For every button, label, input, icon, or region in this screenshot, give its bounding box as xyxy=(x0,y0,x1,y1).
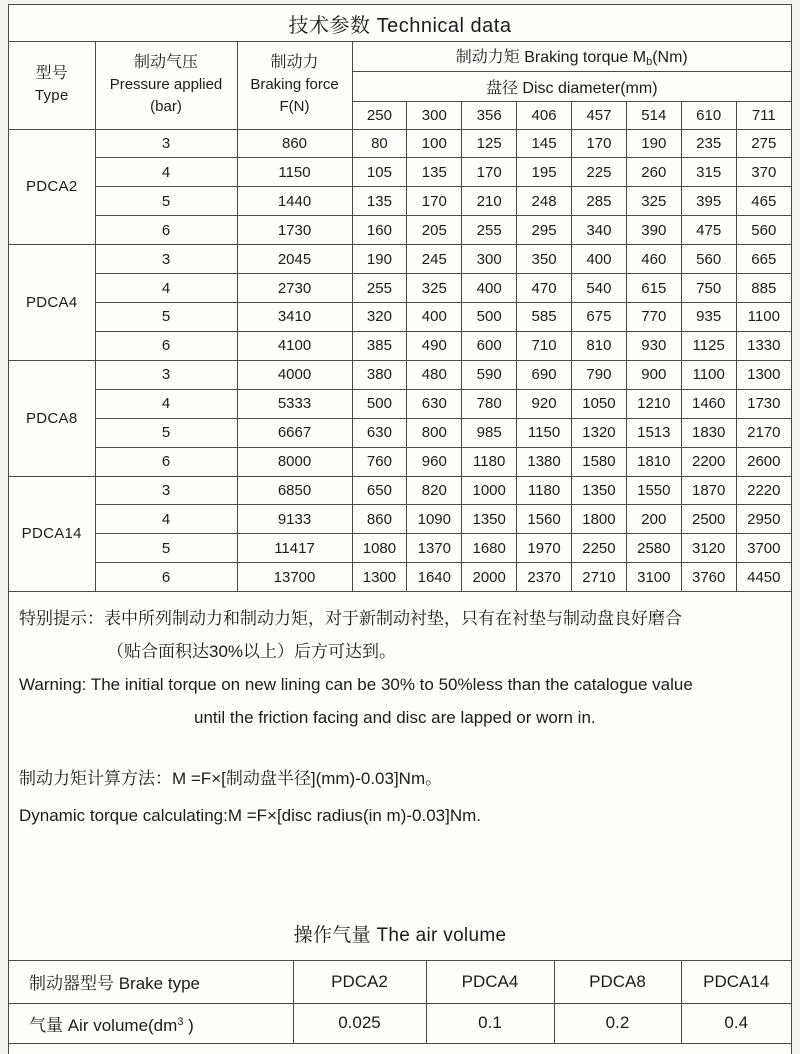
torque-cell: 195 xyxy=(517,158,572,187)
torque-cell: 665 xyxy=(736,245,791,274)
force-cell: 6667 xyxy=(237,418,352,447)
torque-cell: 1300 xyxy=(736,360,791,389)
type-header-en: Type xyxy=(34,87,69,105)
force-header-en: Braking force xyxy=(250,76,339,94)
torque-cell: 1350 xyxy=(572,476,627,505)
pressure-cell: 4 xyxy=(95,158,237,187)
torque-cell: 690 xyxy=(517,360,572,389)
braking-torque-header xyxy=(352,42,791,71)
warning-en-line1: Warning: The initial torque on new lining can be 30% to 50%less than the catalogue value xyxy=(19,675,693,694)
force-cell: 5333 xyxy=(237,389,352,418)
torque-cell: 370 xyxy=(736,158,791,187)
disc-diameter-header: 盘径 Disc diameter(mm) xyxy=(352,71,791,101)
brake-type-label: 制动器型号 Brake type xyxy=(9,961,293,1003)
torque-header-unit: (Nm) xyxy=(652,49,688,67)
table-row xyxy=(9,447,791,476)
torque-cell: 2710 xyxy=(572,563,627,591)
air-brake-type: PDCA14 xyxy=(681,961,791,1003)
formula-cn: 制动力矩计算方法：M =F×[制动盘半径](mm)-0.03]Nm。 xyxy=(19,769,443,788)
type-header-cn: 型号 xyxy=(35,65,69,83)
pressure-cell: 6 xyxy=(95,563,237,591)
force-cell: 2730 xyxy=(237,274,352,303)
force-cell: 860 xyxy=(237,129,352,158)
torque-cell: 400 xyxy=(407,303,462,332)
torque-cell: 790 xyxy=(572,360,627,389)
diameter-header: 711 xyxy=(736,101,791,129)
warning-notes xyxy=(9,591,791,834)
air-volume-label-suffix: ) xyxy=(183,1015,194,1035)
torque-cell: 750 xyxy=(681,274,736,303)
air-volume-label xyxy=(9,1003,293,1043)
torque-cell: 2600 xyxy=(736,447,791,476)
torque-cell: 1970 xyxy=(517,534,572,563)
torque-cell: 260 xyxy=(626,158,681,187)
header-row-torque xyxy=(9,42,791,71)
torque-cell: 770 xyxy=(626,303,681,332)
pressure-header-cn: 制动气压 xyxy=(133,54,198,72)
torque-cell: 710 xyxy=(517,331,572,360)
torque-cell: 1090 xyxy=(407,505,462,534)
torque-cell: 1550 xyxy=(626,476,681,505)
pressure-cell: 4 xyxy=(95,274,237,303)
force-column-header xyxy=(237,42,352,129)
brake-type-cell: PDCA2 xyxy=(9,129,95,245)
table-row xyxy=(9,389,791,418)
table-row xyxy=(9,331,791,360)
torque-cell: 200 xyxy=(626,505,681,534)
torque-cell: 300 xyxy=(462,245,517,274)
torque-cell: 560 xyxy=(681,245,736,274)
air-header-row xyxy=(9,961,791,1003)
brake-type-cell: PDCA4 xyxy=(9,245,95,361)
torque-cell: 1210 xyxy=(626,389,681,418)
force-cell: 9133 xyxy=(237,505,352,534)
torque-cell: 190 xyxy=(626,129,681,158)
air-volume-value: 0.025 xyxy=(293,1003,426,1043)
diameter-header: 300 xyxy=(407,101,462,129)
torque-cell: 1080 xyxy=(352,534,407,563)
torque-cell: 295 xyxy=(517,216,572,245)
torque-cell: 985 xyxy=(462,418,517,447)
torque-cell: 380 xyxy=(352,360,407,389)
table-row xyxy=(9,534,791,563)
pressure-cell: 3 xyxy=(95,129,237,158)
table-row xyxy=(9,505,791,534)
type-column-header xyxy=(9,42,95,129)
torque-cell: 100 xyxy=(407,129,462,158)
pressure-cell: 5 xyxy=(95,187,237,216)
torque-cell: 820 xyxy=(407,476,462,505)
torque-cell: 540 xyxy=(572,274,627,303)
torque-cell: 170 xyxy=(462,158,517,187)
pressure-cell: 3 xyxy=(95,245,237,274)
torque-cell: 560 xyxy=(736,216,791,245)
torque-cell: 2220 xyxy=(736,476,791,505)
torque-cell: 385 xyxy=(352,331,407,360)
torque-cell: 1870 xyxy=(681,476,736,505)
torque-cell: 2950 xyxy=(736,505,791,534)
torque-cell: 650 xyxy=(352,476,407,505)
torque-cell: 480 xyxy=(407,360,462,389)
torque-cell: 860 xyxy=(352,505,407,534)
air-volume-row xyxy=(9,1003,791,1043)
force-cell: 13700 xyxy=(237,563,352,591)
force-header-cn: 制动力 xyxy=(270,54,319,72)
torque-cell: 390 xyxy=(626,216,681,245)
pressure-cell: 4 xyxy=(95,505,237,534)
diameter-header: 457 xyxy=(572,101,627,129)
force-cell: 11417 xyxy=(237,534,352,563)
torque-cell: 160 xyxy=(352,216,407,245)
pressure-cell: 6 xyxy=(95,331,237,360)
torque-cell: 1150 xyxy=(517,418,572,447)
torque-cell: 3100 xyxy=(626,563,681,591)
torque-cell: 500 xyxy=(462,303,517,332)
torque-cell: 2370 xyxy=(517,563,572,591)
torque-cell: 2200 xyxy=(681,447,736,476)
pressure-cell: 4 xyxy=(95,389,237,418)
torque-cell: 1810 xyxy=(626,447,681,476)
torque-cell: 205 xyxy=(407,216,462,245)
air-brake-type: PDCA4 xyxy=(426,961,554,1003)
torque-cell: 1800 xyxy=(572,505,627,534)
table-row xyxy=(9,187,791,216)
diameter-header: 406 xyxy=(517,101,572,129)
torque-cell: 1000 xyxy=(462,476,517,505)
torque-cell: 1580 xyxy=(572,447,627,476)
torque-cell: 325 xyxy=(626,187,681,216)
torque-cell: 675 xyxy=(572,303,627,332)
torque-cell: 225 xyxy=(572,158,627,187)
air-brake-type: PDCA8 xyxy=(554,961,681,1003)
air-volume-table-wrap xyxy=(9,960,791,1044)
air-volume-title: 操作气量 The air volume xyxy=(293,925,507,946)
torque-cell: 760 xyxy=(352,447,407,476)
pressure-header-unit: (bar) xyxy=(150,98,182,116)
torque-cell: 235 xyxy=(681,129,736,158)
torque-cell: 1125 xyxy=(681,331,736,360)
torque-cell: 920 xyxy=(517,389,572,418)
torque-cell: 1330 xyxy=(736,331,791,360)
torque-cell: 630 xyxy=(407,389,462,418)
torque-cell: 245 xyxy=(407,245,462,274)
diameter-header: 250 xyxy=(352,101,407,129)
torque-cell: 2250 xyxy=(572,534,627,563)
torque-cell: 4450 xyxy=(736,563,791,591)
torque-header-text: 制动力矩 Braking torque M xyxy=(455,49,647,67)
torque-cell: 1100 xyxy=(736,303,791,332)
torque-cell: 315 xyxy=(681,158,736,187)
warning-cn-line1: 特别提示：表中所列制动力和制动力矩，对于新制动衬垫，只有在衬垫与制动盘良好磨合 xyxy=(19,609,682,628)
torque-cell: 255 xyxy=(352,274,407,303)
table-row xyxy=(9,216,791,245)
air-volume-label-superscript: 3 xyxy=(177,1015,184,1028)
force-cell: 8000 xyxy=(237,447,352,476)
torque-cell: 170 xyxy=(572,129,627,158)
torque-cell: 930 xyxy=(626,331,681,360)
torque-cell: 630 xyxy=(352,418,407,447)
torque-cell: 590 xyxy=(462,360,517,389)
pressure-column-header xyxy=(95,42,237,129)
torque-formula xyxy=(19,760,779,834)
torque-cell: 1730 xyxy=(736,389,791,418)
technical-data-title: 技术参数 Technical data xyxy=(9,5,791,42)
table-row xyxy=(9,476,791,505)
torque-cell: 210 xyxy=(462,187,517,216)
air-volume-value: 0.1 xyxy=(426,1003,554,1043)
torque-cell: 465 xyxy=(736,187,791,216)
force-cell: 4100 xyxy=(237,331,352,360)
force-cell: 1730 xyxy=(237,216,352,245)
table-row xyxy=(9,245,791,274)
torque-header-subscript: b xyxy=(646,56,653,69)
torque-cell: 248 xyxy=(517,187,572,216)
torque-cell: 585 xyxy=(517,303,572,332)
torque-cell: 255 xyxy=(462,216,517,245)
torque-cell: 190 xyxy=(352,245,407,274)
torque-cell: 80 xyxy=(352,129,407,158)
warning-en-line2: until the friction facing and disc are lapped or worn in. xyxy=(194,708,596,727)
torque-cell: 900 xyxy=(626,360,681,389)
table-row xyxy=(9,563,791,591)
formula-en: Dynamic torque calculating:M =F×[disc radius(in m)-0.03]Nm. xyxy=(19,806,481,825)
torque-cell: 275 xyxy=(736,129,791,158)
torque-cell: 1180 xyxy=(517,476,572,505)
torque-cell: 1370 xyxy=(407,534,462,563)
datasheet-page xyxy=(8,4,792,1054)
torque-cell: 170 xyxy=(407,187,462,216)
torque-cell: 470 xyxy=(517,274,572,303)
table-row xyxy=(9,129,791,158)
diameter-header: 610 xyxy=(681,101,736,129)
pressure-cell: 6 xyxy=(95,216,237,245)
force-cell: 1150 xyxy=(237,158,352,187)
torque-cell: 1050 xyxy=(572,389,627,418)
torque-cell: 2000 xyxy=(462,563,517,591)
torque-cell: 500 xyxy=(352,389,407,418)
force-cell: 6850 xyxy=(237,476,352,505)
brake-type-cell: PDCA8 xyxy=(9,360,95,476)
air-volume-label-text: 气量 Air volume(dm xyxy=(29,1015,178,1035)
torque-cell: 145 xyxy=(517,129,572,158)
torque-cell: 1180 xyxy=(462,447,517,476)
torque-cell: 1100 xyxy=(681,360,736,389)
force-cell: 3410 xyxy=(237,303,352,332)
torque-cell: 1320 xyxy=(572,418,627,447)
brake-type-cell: PDCA14 xyxy=(9,476,95,591)
torque-cell: 615 xyxy=(626,274,681,303)
pressure-header-en: Pressure applied xyxy=(109,76,223,94)
technical-data-table xyxy=(9,42,791,591)
pressure-cell: 5 xyxy=(95,534,237,563)
torque-cell: 2170 xyxy=(736,418,791,447)
torque-cell: 1830 xyxy=(681,418,736,447)
torque-cell: 135 xyxy=(407,158,462,187)
table-row xyxy=(9,303,791,332)
torque-cell: 1350 xyxy=(462,505,517,534)
torque-cell: 1560 xyxy=(517,505,572,534)
torque-cell: 780 xyxy=(462,389,517,418)
torque-cell: 125 xyxy=(462,129,517,158)
table-row xyxy=(9,360,791,389)
torque-cell: 810 xyxy=(572,331,627,360)
torque-cell: 1640 xyxy=(407,563,462,591)
torque-cell: 1680 xyxy=(462,534,517,563)
torque-cell: 2580 xyxy=(626,534,681,563)
air-volume-value: 0.2 xyxy=(554,1003,681,1043)
pressure-cell: 5 xyxy=(95,303,237,332)
warning-cn-line2: （贴合面积达30%以上）后方可达到。 xyxy=(107,642,397,661)
torque-cell: 885 xyxy=(736,274,791,303)
air-volume-value: 0.4 xyxy=(681,1003,791,1043)
air-brake-type: PDCA2 xyxy=(293,961,426,1003)
torque-cell: 3120 xyxy=(681,534,736,563)
torque-cell: 3760 xyxy=(681,563,736,591)
torque-cell: 600 xyxy=(462,331,517,360)
force-cell: 1440 xyxy=(237,187,352,216)
diameter-header: 356 xyxy=(462,101,517,129)
force-cell: 4000 xyxy=(237,360,352,389)
pressure-cell: 5 xyxy=(95,418,237,447)
torque-cell: 400 xyxy=(572,245,627,274)
torque-cell: 800 xyxy=(407,418,462,447)
torque-cell: 400 xyxy=(462,274,517,303)
torque-cell: 490 xyxy=(407,331,462,360)
pressure-cell: 3 xyxy=(95,360,237,389)
torque-cell: 135 xyxy=(352,187,407,216)
torque-cell: 475 xyxy=(681,216,736,245)
torque-cell: 3700 xyxy=(736,534,791,563)
torque-cell: 460 xyxy=(626,245,681,274)
torque-cell: 1300 xyxy=(352,563,407,591)
table-row xyxy=(9,274,791,303)
torque-cell: 340 xyxy=(572,216,627,245)
torque-cell: 105 xyxy=(352,158,407,187)
torque-cell: 285 xyxy=(572,187,627,216)
torque-cell: 395 xyxy=(681,187,736,216)
diameter-header: 514 xyxy=(626,101,681,129)
pressure-cell: 6 xyxy=(95,447,237,476)
air-volume-table xyxy=(9,961,791,1043)
torque-cell: 935 xyxy=(681,303,736,332)
torque-cell: 350 xyxy=(517,245,572,274)
pressure-cell: 3 xyxy=(95,476,237,505)
torque-cell: 325 xyxy=(407,274,462,303)
force-cell: 2045 xyxy=(237,245,352,274)
torque-cell: 320 xyxy=(352,303,407,332)
table-row xyxy=(9,418,791,447)
force-header-unit: F(N) xyxy=(279,98,310,116)
torque-cell: 960 xyxy=(407,447,462,476)
torque-cell: 1513 xyxy=(626,418,681,447)
table-row xyxy=(9,158,791,187)
torque-cell: 1380 xyxy=(517,447,572,476)
torque-cell: 1460 xyxy=(681,389,736,418)
torque-cell: 2500 xyxy=(681,505,736,534)
